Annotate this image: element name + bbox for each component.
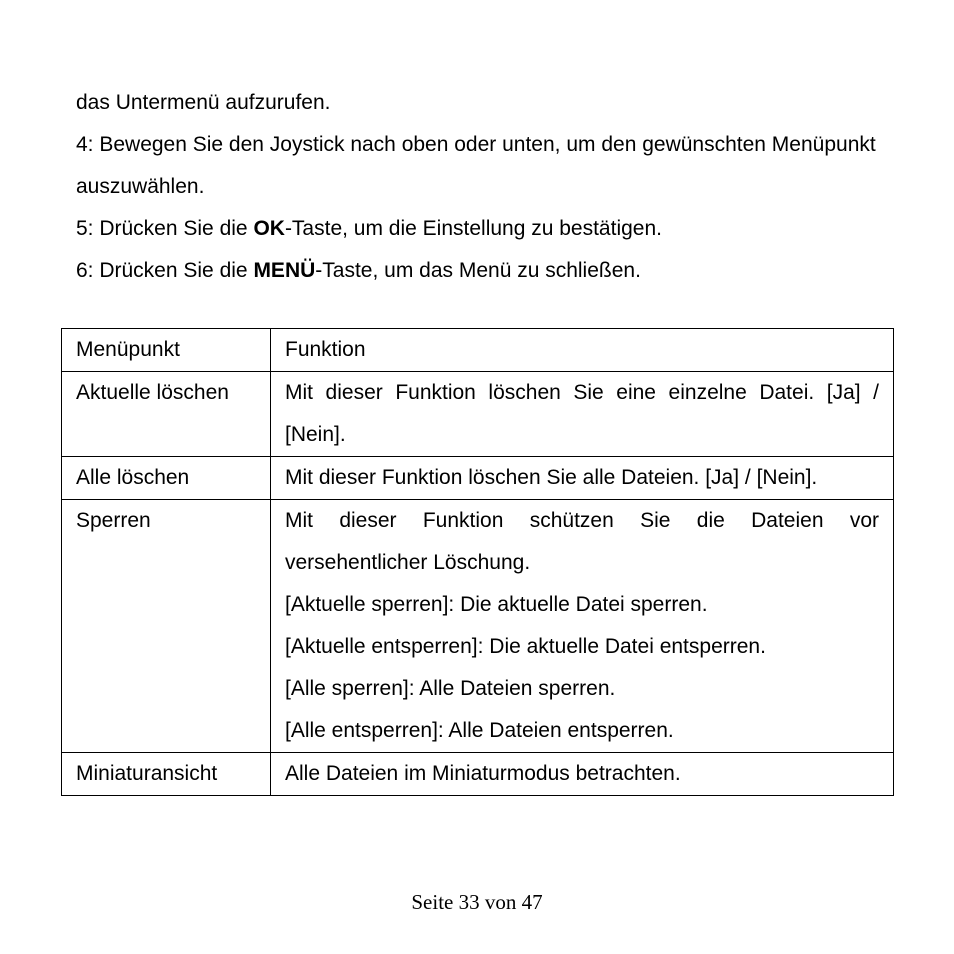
row-function-text: [Aktuelle entsperren]: Die aktuelle Datei entsperren. [285, 635, 766, 658]
header-menupunkt: Menüpunkt [62, 329, 271, 372]
row-item-label: Miniaturansicht [62, 753, 271, 796]
step-5-prefix: 5: Drücken Sie die [76, 217, 254, 240]
row-function-text: Mit dieser Funktion schützen Sie die Dateien vor versehentlicher Löschung. [285, 509, 879, 574]
menu-function-table [61, 328, 894, 796]
header-funktion: Funktion [271, 329, 894, 372]
step-4-text: 4: Bewegen Sie den Joystick nach oben oder unten, um den gewünschten Menüpunkt auszuwählen. [76, 133, 876, 198]
step-6-suffix: -Taste, um das Menü zu schließen. [315, 259, 641, 282]
row-function-text: Mit dieser Funktion löschen Sie eine einzelne Datei. [Ja] / [Nein]. [271, 372, 894, 457]
step-6-prefix: 6: Drücken Sie die [76, 259, 254, 282]
page-number-footer: Seite 33 von 47 [411, 890, 543, 914]
row-function-text: Mit dieser Funktion löschen Sie alle Dateien. [Ja] / [Nein]. [271, 457, 894, 500]
ok-key-label: OK [253, 217, 285, 240]
step-5-suffix: -Taste, um die Einstellung zu bestätigen. [284, 217, 662, 240]
row-function-text: [Alle sperren]: Alle Dateien sperren. [285, 677, 616, 700]
menu-key-label: MENÜ [253, 259, 316, 282]
step-6-text [76, 250, 881, 292]
row-item-label: Sperren [62, 500, 271, 753]
page-body [76, 82, 881, 292]
table-row [62, 500, 894, 753]
row-function-text: Alle Dateien im Miniaturmodus betrachten. [271, 753, 894, 796]
table-row [62, 753, 894, 796]
row-function-text: [Aktuelle sperren]: Die aktuelle Datei sperren. [285, 593, 708, 616]
table-row [62, 372, 894, 457]
row-item-label: Aktuelle löschen [62, 372, 271, 457]
row-function-text: [Alle entsperren]: Alle Dateien entsperren. [285, 719, 674, 742]
table-row [62, 457, 894, 500]
row-function-cell [271, 500, 894, 753]
step-5-text [76, 208, 881, 250]
intro-line-continuation: das Untermenü aufzurufen. [76, 91, 331, 114]
table-header-row [62, 329, 894, 372]
row-item-label: Alle löschen [62, 457, 271, 500]
